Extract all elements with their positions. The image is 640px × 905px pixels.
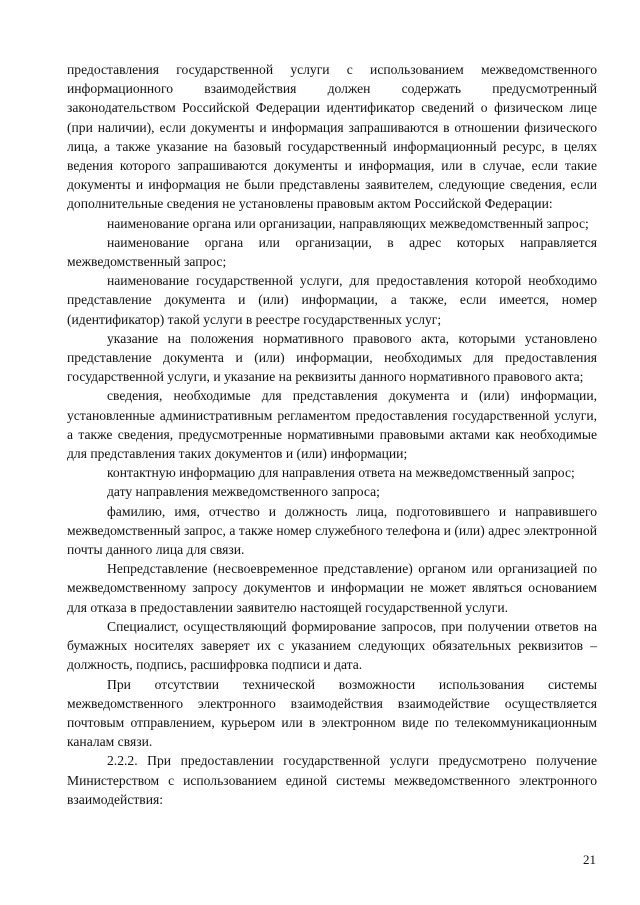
paragraph-list-item: фамилию, имя, отчество и должность лица, подготовившего и направившего межведомственный запрос, а также номер служебного телефона и (или) адрес электронной почты данного лица для связи. <box>67 503 597 558</box>
paragraph-list-item: сведения, необходимые для представления документа и (или) информации, установленные административным регламентом предоставления государственной услуги, а также сведения, предусмотренные нормативными правовыми актами как необходимые для представления таких документов и (или) информации; <box>67 388 597 462</box>
paragraph-no-technical-ability: При отсутствии технической возможности использования системы межведомственного электронного взаимодействия взаимодействие осуществляется почтовым отправлением, курьером или в электронном виде по телекоммуникационным каналам связи. <box>67 676 597 750</box>
page-number: 21 <box>583 852 596 867</box>
paragraph-specialist: Специалист, осуществляющий формирование запросов, при получении ответов на бумажных носителях заверяет их с указанием следующих обязательных реквизитов – должность, подпись, расшифровка подписи и дата. <box>67 618 597 673</box>
paragraph-list-item: контактную информацию для направления ответа на межведомственный запрос; <box>107 465 575 481</box>
document-body <box>67 60 597 809</box>
paragraph-section-2-2-2: 2.2.2. При предоставлении государственной услуги предусмотрено получение Министерством с использованием единой системы межведомственного электронного взаимодействия: <box>67 753 597 807</box>
paragraph-list-item: дату направления межведомственного запроса; <box>107 484 380 500</box>
paragraph-nonsubmission: Непредставление (несвоевременное представление) органом или организацией по межведомственному запросу документов и информации не может являться основанием для отказа в предоставлении заявителю настоящей государственной услуги. <box>67 561 597 615</box>
paragraph-list-item: указание на положения нормативного правового акта, которыми установлено представление документа и (или) информации, необходимых для предоставления государственной услуги, и указание на реквизиты данного нормативного правового акта; <box>67 330 597 385</box>
paragraph-intro-continuation: предоставления государственной услуги с использованием межведомственного информационного взаимодействия должен содержать предусмотренный законодательством Российской Федерации идентификатор сведений о физическом лице (при наличии), если документы и информация запрашиваются в отношении физического лица, а также указание на базовый государственный информационный ресурс, в целях ведения которого запрашиваются документы и информация, или в случае, если такие документы и информация не были представлены заявителем, следующие сведения, если дополнительные сведения не установлены правовым актом Российской Федерации: <box>67 62 597 212</box>
paragraph-list-item: наименование органа или организации, направляющих межведомственный запрос; <box>107 215 589 231</box>
paragraph-list-item: наименование государственной услуги, для предоставления которой необходимо представление документа и (или) информации, а также, если имеется, номер (идентификатор) такой услуги в реестре государственных услуг; <box>67 273 597 327</box>
paragraph-list-item: наименование органа или организации, в адрес которых направляется межведомственный запрос; <box>67 234 597 270</box>
